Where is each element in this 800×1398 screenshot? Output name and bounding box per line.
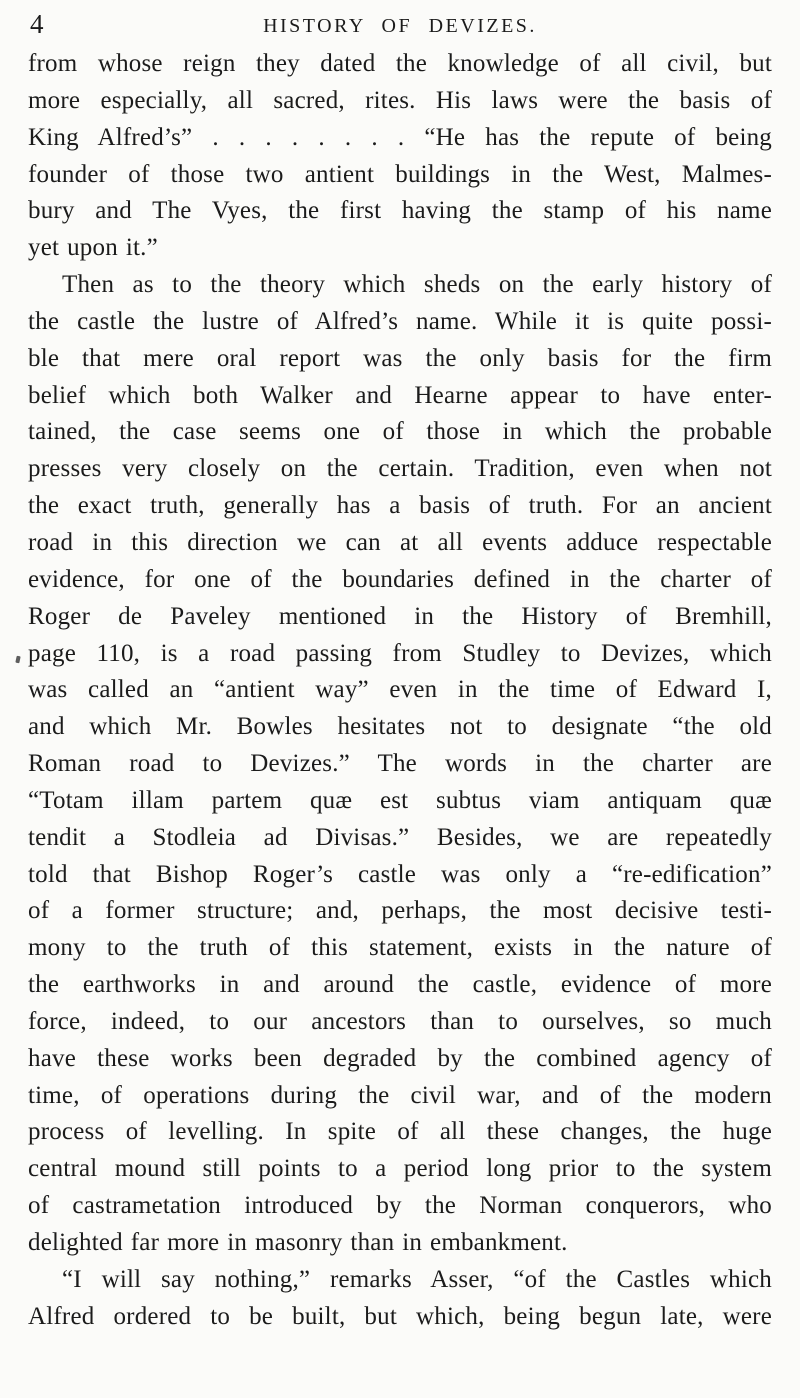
- text-line: road in this direction we can at all events adduce respectable: [28, 528, 772, 556]
- text-line: Roger de Paveley mentioned in the History of Bremhill,: [28, 602, 772, 630]
- text-line: and which Mr. Bowles hesitates not to designate “the old: [28, 713, 772, 741]
- text-line: Roman road to Devizes.” The words in the charter are: [28, 750, 772, 778]
- text-line: delighted far more in masonry than in embankment.: [28, 1229, 568, 1256]
- text-line: was called an “antient way” even in the time of Edward I,: [28, 676, 772, 704]
- text-line: more especially, all sacred, rites. His laws were the basis of: [28, 86, 772, 114]
- text-line: the exact truth, generally has a basis of truth. For an ancient: [28, 492, 772, 520]
- text-line: the earthworks in and around the castle, evidence of more: [28, 971, 772, 999]
- running-title: HISTORY OF DEVIZES.: [263, 15, 537, 37]
- text-line: tendit a Stodleia ad Divisas.” Besides, we are repeatedly: [28, 823, 772, 851]
- text-line: King Alfred’s” . . . . . . . . “He has the repute of being: [28, 123, 772, 151]
- text-line: founder of those two antient buildings in the West, Malmes-: [28, 160, 772, 188]
- text-line: have these works been degraded by the combined agency of: [28, 1044, 772, 1072]
- text-line: of castrametation introduced by the Norman conquerors, who: [28, 1192, 772, 1220]
- page-header: [0, 8, 800, 42]
- scan-speck: [15, 656, 20, 664]
- text-line: Alfred ordered to be built, but which, being begun late, were: [28, 1302, 772, 1330]
- text-line: tained, the case seems one of those in which the probable: [28, 418, 772, 446]
- text-line: yet upon it.”: [28, 234, 158, 262]
- text-line: “Totam illam partem quæ est subtus viam antiquam quæ: [28, 786, 772, 814]
- text-line: told that Bishop Roger’s castle was only a “re-edification”: [28, 860, 772, 888]
- text-line: belief which both Walker and Hearne appear to have enter-: [28, 381, 772, 409]
- text-line: central mound still points to a period long prior to the system: [28, 1155, 772, 1183]
- text-line: evidence, for one of the boundaries defined in the charter of: [28, 565, 772, 593]
- body-text: [28, 46, 772, 1336]
- text-line: “I will say nothing,” remarks Asser, “of the Castles which: [62, 1265, 772, 1293]
- text-line: from whose reign they dated the knowledge of all civil, but: [28, 50, 772, 77]
- text-line: Then as to the theory which sheds on the early history of: [62, 271, 772, 299]
- text-line: bury and The Vyes, the first having the stamp of his name: [28, 197, 772, 225]
- text-line: mony to the truth of this statement, exists in the nature of: [28, 934, 772, 962]
- page-number: 4: [30, 9, 44, 39]
- text-line: of a former structure; and, perhaps, the most decisive testi-: [28, 897, 772, 925]
- text-line: page 110, is a road passing from Studley to Devizes, which: [28, 639, 772, 667]
- text-line: the castle the lustre of Alfred’s name. While it is quite possi-: [28, 307, 772, 335]
- text-line: process of levelling. In spite of all these changes, the huge: [28, 1118, 772, 1146]
- text-line: presses very closely on the certain. Tradition, even when not: [28, 455, 772, 483]
- text-line: time, of operations during the civil war, and of the modern: [28, 1081, 772, 1109]
- text-line: ble that mere oral report was the only basis for the firm: [28, 344, 772, 372]
- text-line: force, indeed, to our ancestors than to ourselves, so much: [28, 1007, 772, 1035]
